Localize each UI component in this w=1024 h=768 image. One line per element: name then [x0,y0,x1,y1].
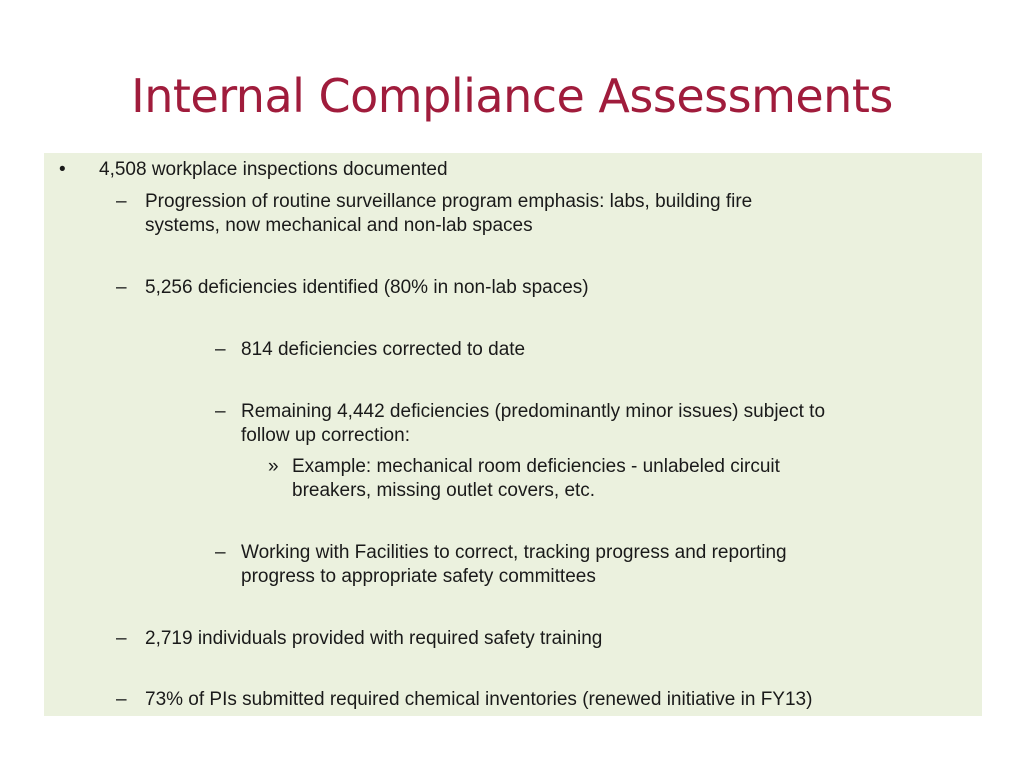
bullet-progression-line2: systems, now mechanical and non-lab spaces [145,215,533,236]
bullet-inspections: 4,508 workplace inspections documented [99,159,448,180]
dash-marker: – [116,628,127,649]
bullet-facilities-line2: progress to appropriate safety committees [241,566,596,587]
bullet-marker: • [59,159,66,180]
bullet-corrected: 814 deficiencies corrected to date [241,339,526,360]
dash-marker: – [215,542,226,563]
bullet-deficiencies: 5,256 deficiencies identified (80% in non-lab spaces) [145,277,589,298]
bullet-facilities-line1: Working with Facilities to correct, tracking progress and reporting [241,542,787,563]
dash-marker: – [215,339,226,360]
bullet-remaining-line1: Remaining 4,442 deficiencies (predominantly minor issues) subject to [241,401,826,422]
dash-marker: – [116,191,127,212]
dash-marker: – [215,401,226,422]
bullet-inventories: 73% of PIs submitted required chemical inventories (renewed initiative in FY13) [145,689,813,710]
bullet-remaining-line2: follow up correction: [241,425,410,446]
bullet-training: 2,719 individuals provided with required safety training [145,628,603,649]
bullet-example-line1: Example: mechanical room deficiencies - unlabeled circuit [292,456,780,477]
raquo-marker: » [268,456,279,477]
dash-marker: – [116,277,127,298]
bullet-progression-line1: Progression of routine surveillance program emphasis: labs, building fire [145,191,753,212]
dash-marker: – [116,689,127,710]
bullet-example-line2: breakers, missing outlet covers, etc. [292,480,596,501]
slide-title: Internal Compliance Assessments [131,69,893,123]
